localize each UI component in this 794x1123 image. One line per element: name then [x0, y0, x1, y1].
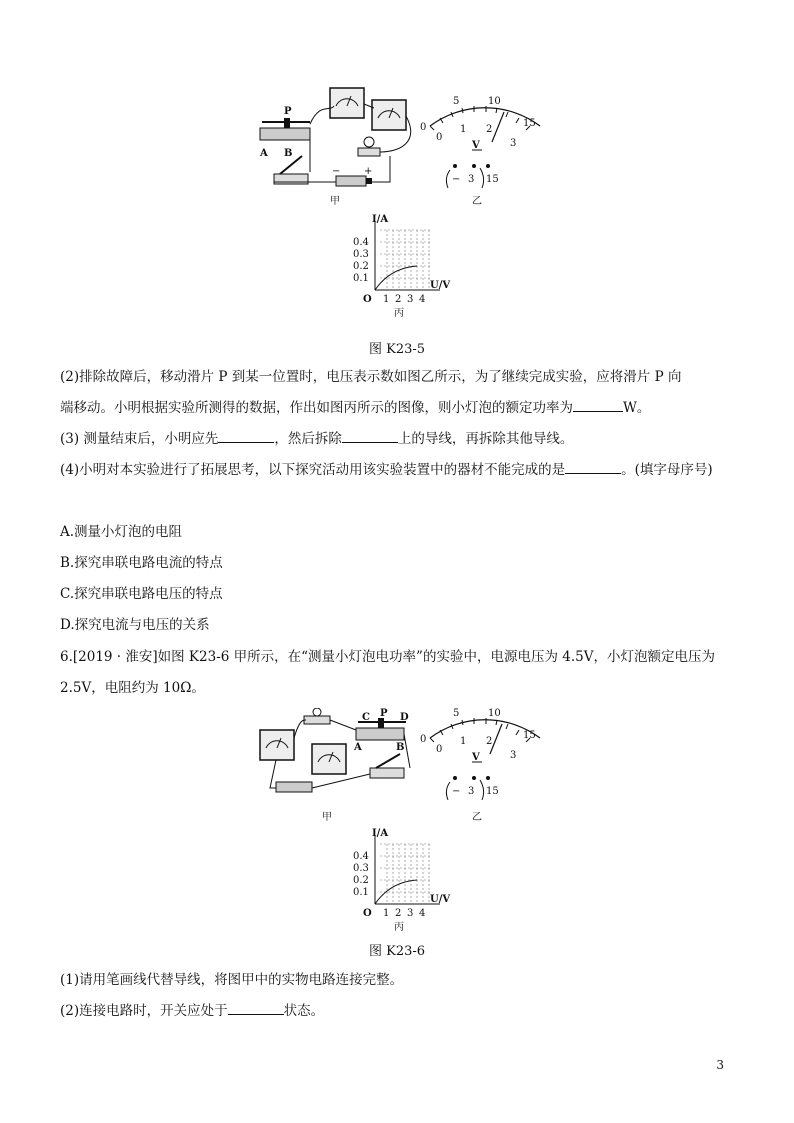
svg-text:3: 3 — [468, 174, 475, 185]
answer-blank[interactable] — [342, 429, 398, 443]
svg-text:15: 15 — [523, 118, 536, 129]
svg-text:3: 3 — [407, 908, 414, 919]
svg-text:+: + — [364, 166, 373, 177]
svg-text:0.4: 0.4 — [353, 237, 369, 248]
voltmeter-dial — [420, 708, 540, 800]
figure-caption-k23-6: 图 K23-6 — [368, 944, 426, 959]
svg-text:0.1: 0.1 — [353, 887, 369, 898]
question-6-1: (1)请用笔画线代替导线，将图甲中的实物电路连接完整。 — [60, 972, 404, 988]
end-b-label: B — [284, 148, 293, 159]
svg-text:2: 2 — [395, 908, 402, 919]
iu-graph — [353, 214, 450, 319]
svg-text:I/A: I/A — [372, 214, 389, 225]
lamp-icon — [358, 137, 380, 156]
svg-text:2: 2 — [486, 736, 493, 747]
svg-text:1: 1 — [383, 294, 390, 305]
battery-icon — [336, 176, 372, 186]
svg-text:0.3: 0.3 — [353, 863, 369, 874]
battery-icon — [276, 782, 312, 792]
svg-text:O: O — [363, 908, 372, 919]
svg-text:4: 4 — [419, 908, 426, 919]
svg-text:15: 15 — [523, 730, 536, 741]
svg-text:C: C — [362, 712, 370, 723]
svg-text:4: 4 — [419, 294, 426, 305]
svg-text:15: 15 — [486, 174, 499, 185]
svg-text:15: 15 — [486, 786, 499, 797]
svg-text:−: − — [452, 174, 461, 185]
svg-text:O: O — [363, 294, 372, 305]
svg-text:3: 3 — [510, 138, 517, 149]
svg-text:D: D — [400, 712, 409, 723]
figure-caption-k23-5: 图 K23-5 — [368, 342, 426, 357]
switch-icon — [370, 754, 404, 778]
svg-text:3: 3 — [510, 750, 517, 761]
circuit-figure-2 — [250, 708, 550, 938]
meter-ammeter-icon — [260, 730, 294, 760]
svg-text:1: 1 — [383, 908, 390, 919]
option-c: C.探究串联电路电压的特点 — [60, 586, 223, 602]
svg-text:2: 2 — [486, 124, 493, 135]
page-number: 3 — [716, 1058, 724, 1072]
svg-text:0: 0 — [420, 122, 427, 133]
question-5-4: (4)小明对本实验进行了拓展思考，以下探究活动用该实验装置中的器材不能完成的是 。(填字母序号) — [60, 462, 713, 478]
svg-text:10: 10 — [488, 708, 501, 719]
svg-text:乙: 乙 — [472, 196, 482, 207]
option-d: D.探究电流与电压的关系 — [60, 617, 210, 633]
meter-voltmeter-icon — [312, 744, 346, 774]
svg-text:I/A: I/A — [372, 828, 389, 839]
svg-text:V: V — [472, 140, 480, 151]
rheostat-icon — [260, 118, 310, 140]
option-b: B.探究串联电路电流的特点 — [60, 555, 223, 571]
question-6-2: (2)连接电路时，开关应处于 状态。 — [60, 1003, 325, 1019]
meter-voltmeter-icon — [372, 100, 406, 130]
option-a: A.测量小灯泡的电阻 — [60, 524, 183, 540]
question-5-2: (2)排除故障后，移动滑片 P 到某一位置时，电压表示数如图乙所示，为了继续完成实验，应将滑片 P 向 端移动。小明根据实验所测得的数据，作出如图丙所示的图像，则小灯泡的额定功率为 W。 — [60, 369, 682, 416]
iu-graph — [353, 828, 450, 933]
svg-text:0: 0 — [436, 132, 443, 143]
figure-k23-5 — [250, 82, 550, 332]
lamp-icon — [304, 708, 330, 724]
answer-blank[interactable] — [565, 460, 621, 474]
svg-text:5: 5 — [453, 96, 460, 107]
figure-k23-6 — [250, 708, 550, 938]
question-5-3: (3) 测量结束后，小明应先 ，然后拆除 上的导线，再拆除其他导线。 — [60, 431, 574, 447]
svg-text:1: 1 — [460, 124, 467, 135]
svg-text:B: B — [396, 742, 405, 753]
svg-text:0: 0 — [420, 734, 427, 745]
circuit-figure-1 — [250, 82, 550, 332]
switch-icon — [274, 156, 308, 184]
svg-text:0.2: 0.2 — [353, 261, 369, 272]
svg-text:0.1: 0.1 — [353, 273, 369, 284]
answer-blank[interactable] — [573, 398, 623, 412]
meter-ammeter-icon — [330, 88, 364, 118]
svg-text:P: P — [380, 708, 388, 719]
svg-text:V: V — [472, 752, 480, 763]
svg-text:3: 3 — [468, 786, 475, 797]
svg-text:2: 2 — [395, 294, 402, 305]
svg-text:乙: 乙 — [472, 812, 482, 823]
svg-text:5: 5 — [453, 708, 460, 719]
svg-text:0.4: 0.4 — [353, 851, 369, 862]
svg-text:3: 3 — [407, 294, 414, 305]
voltmeter-dial — [420, 96, 540, 188]
svg-text:−: − — [332, 166, 341, 177]
svg-text:10: 10 — [488, 96, 501, 107]
svg-text:U/V: U/V — [430, 894, 451, 905]
answer-blank[interactable] — [228, 1001, 284, 1015]
question-6: 6.[2019 · 淮安]如图 K23-6 甲所示，在“测量小灯泡电功率”的实验中，电源电压为 4.5V，小灯泡额定电压为 2.5V，电阻约为 10Ω。 — [60, 649, 715, 696]
svg-text:0.2: 0.2 — [353, 875, 369, 886]
svg-text:0.3: 0.3 — [353, 249, 369, 260]
slider-label: P — [284, 106, 292, 117]
svg-text:1: 1 — [460, 736, 467, 747]
svg-text:丙: 丙 — [394, 922, 404, 933]
answer-blank[interactable] — [218, 429, 274, 443]
svg-text:A: A — [354, 742, 362, 753]
svg-text:丙: 丙 — [394, 308, 404, 319]
svg-text:U/V: U/V — [430, 280, 451, 291]
svg-text:甲: 甲 — [330, 196, 340, 207]
svg-text:0: 0 — [436, 744, 443, 755]
svg-text:甲: 甲 — [322, 812, 332, 823]
svg-text:−: − — [452, 786, 461, 797]
end-a-label: A — [260, 148, 268, 159]
